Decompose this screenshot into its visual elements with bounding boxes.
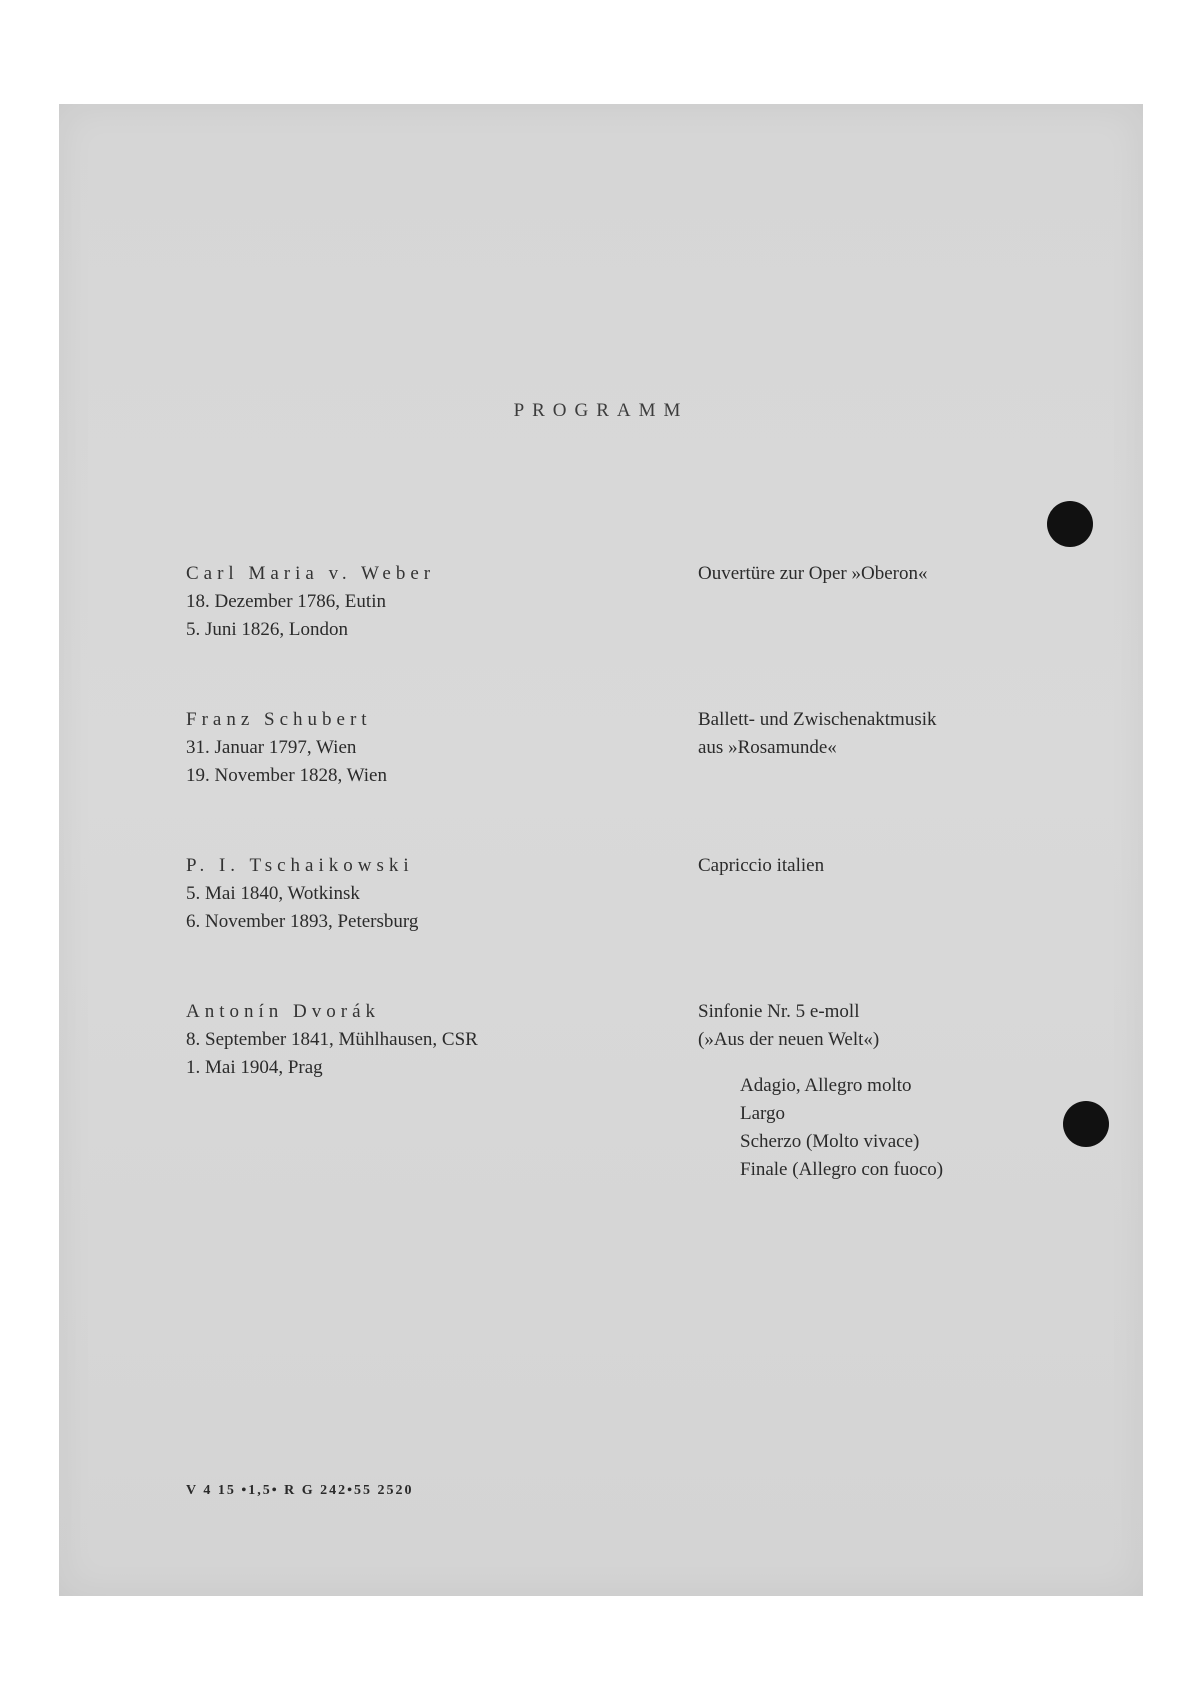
- composer-death: 1. Mai 1904, Prag: [186, 1057, 323, 1078]
- work-block-weber: [698, 560, 1118, 588]
- composer-block-tschaikowski: [186, 852, 666, 936]
- composer-birth: 8. September 1841, Mühlhausen, CSR: [186, 1029, 478, 1050]
- composer-name: P. I. Tschaikowski: [186, 855, 414, 876]
- movement-item: Scherzo (Molto vivace): [740, 1131, 920, 1152]
- composer-birth: 5. Mai 1840, Wotkinsk: [186, 883, 360, 904]
- composer-block-dvorak: [186, 998, 666, 1082]
- work-block-dvorak: [698, 998, 1118, 1184]
- work-title: Ouvertüre zur Oper »Oberon«: [698, 563, 928, 584]
- page-title: PROGRAMM: [513, 400, 689, 421]
- punch-hole-upper: [1047, 501, 1093, 547]
- movement-item: Finale (Allegro con fuoco): [740, 1159, 944, 1180]
- movement-item: Adagio, Allegro molto: [740, 1075, 912, 1096]
- composer-name: Franz Schubert: [186, 709, 372, 730]
- composer-death: 6. November 1893, Petersburg: [186, 911, 419, 932]
- composer-birth: 31. Januar 1797, Wien: [186, 737, 357, 758]
- punch-hole-lower: [1063, 1101, 1109, 1147]
- print-code: V 4 15 •1,5• R G 242•55 2520: [186, 1483, 414, 1498]
- movement-item: Largo: [740, 1103, 786, 1124]
- work-title: Capriccio italien: [698, 855, 825, 876]
- composer-block-schubert: [186, 706, 666, 790]
- work-title: Ballett- und Zwischenaktmusik: [698, 709, 937, 730]
- composer-death: 5. Juni 1826, London: [186, 619, 349, 640]
- composer-name: Antonín Dvorák: [186, 1001, 381, 1022]
- composer-birth: 18. Dezember 1786, Eutin: [186, 591, 386, 612]
- composer-death: 19. November 1828, Wien: [186, 765, 387, 786]
- composer-name: Carl Maria v. Weber: [186, 563, 436, 584]
- work-block-tschaikowski: [698, 852, 1118, 880]
- work-title: Sinfonie Nr. 5 e-moll: [698, 1001, 860, 1022]
- composer-block-weber: [186, 560, 666, 644]
- work-block-schubert: [698, 706, 1118, 762]
- work-subtitle: aus »Rosamunde«: [698, 737, 837, 758]
- program-sheet: [59, 104, 1143, 1596]
- work-subtitle: (»Aus der neuen Welt«): [698, 1029, 880, 1050]
